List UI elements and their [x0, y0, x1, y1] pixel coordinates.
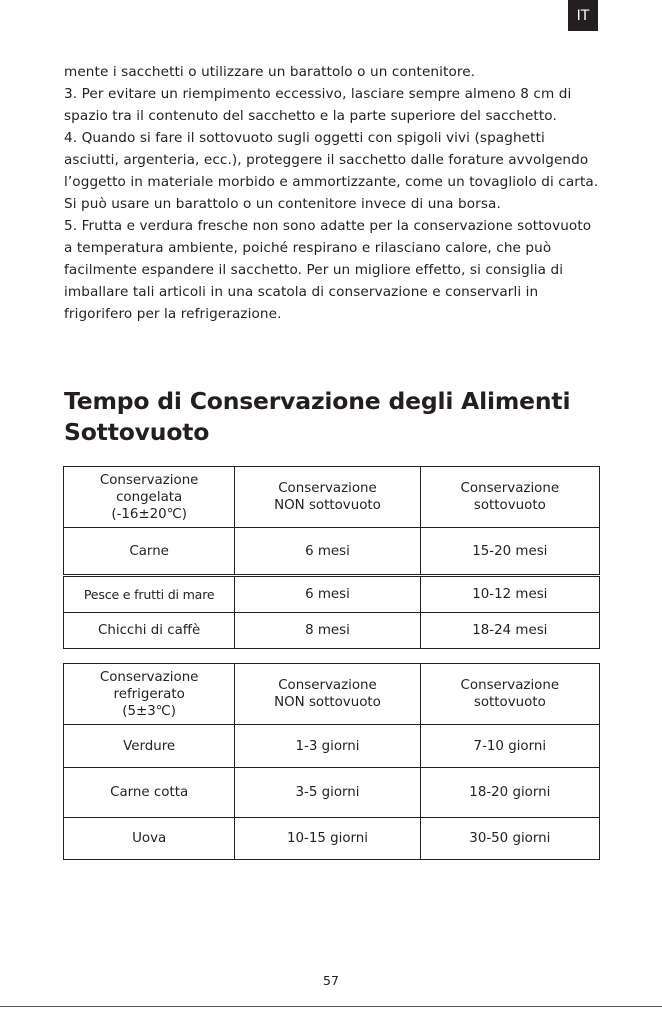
header-line: (5±3℃) — [122, 703, 177, 719]
table-row — [64, 818, 600, 860]
header-vacuum — [420, 467, 599, 528]
header-line: Conservazione — [460, 481, 560, 496]
header-fridge-storage — [64, 664, 235, 725]
header-non-vacuum — [235, 664, 420, 725]
header-line: Conservazione — [278, 481, 377, 496]
frozen-storage-table — [63, 466, 600, 575]
table-row — [64, 613, 600, 649]
food-cell: Uova — [64, 818, 235, 860]
table-row — [64, 577, 600, 613]
header-line: sottovuoto — [473, 498, 546, 513]
header-line: Conservazione — [278, 678, 377, 693]
body-text — [64, 61, 604, 325]
vacuum-cell: 18-20 giorni — [420, 768, 599, 818]
table-header-row — [64, 664, 600, 725]
frozen-storage-table-continued — [63, 576, 600, 649]
header-line: refrigerato — [113, 686, 185, 702]
vacuum-cell: 30-50 giorni — [420, 818, 599, 860]
header-line: NON sottovuoto — [274, 498, 381, 513]
header-frozen-storage — [64, 467, 235, 528]
non-vacuum-cell: 1-3 giorni — [235, 725, 420, 768]
table-row — [64, 528, 600, 575]
non-vacuum-cell: 6 mesi — [235, 528, 420, 575]
paragraph-step-4: 4. Quando si fare il sottovuoto sugli oggetti con spigoli vivi (spaghetti asciutti, argenteria, ecc.), proteggere il sacchetto dalle forature avvolgendo l’oggetto in materiale morbido e ammortizzante, come un tovagliolo di carta. Si può usare un barattolo o un contenitore invece di una borsa. — [64, 130, 599, 212]
food-cell: Verdure — [64, 725, 235, 768]
non-vacuum-cell: 8 mesi — [235, 613, 420, 649]
header-non-vacuum — [235, 467, 420, 528]
food-cell: Pesce e frutti di mare — [64, 577, 235, 613]
header-line: NON sottovuoto — [274, 695, 381, 710]
header-line: sottovuoto — [473, 695, 546, 710]
paragraph-continuation: mente i sacchetti o utilizzare un barattolo o un contenitore. — [64, 64, 476, 80]
non-vacuum-cell: 3-5 giorni — [235, 768, 420, 818]
header-line: Conservazione — [460, 678, 560, 693]
food-cell: Carne cotta — [64, 768, 235, 818]
language-badge: IT — [568, 0, 598, 31]
food-cell: Carne — [64, 528, 235, 575]
header-line: (-16±20℃) — [111, 506, 187, 522]
paragraph-step-3: 3. Per evitare un riempimento eccessivo, lasciare sempre almeno 8 cm di spazio tra il contenuto del sacchetto e la parte superiore del sacchetto. — [64, 86, 572, 124]
header-line: Conservazione — [99, 472, 199, 488]
header-line: congelata — [116, 489, 183, 505]
vacuum-cell: 18-24 mesi — [420, 613, 599, 649]
food-cell: Chicchi di caffè — [64, 613, 235, 649]
paragraph-step-5: 5. Frutta e verdura fresche non sono adatte per la conservazione sottovuoto a temperatura ambiente, poiché respirano e rilasciano calore, che può facilmente espandere il sacchetto. Per un migliore effetto, si consiglia di imballare tali articoli in una scatola di conservazione e conservarli in frigorifero per la refrigerazione. — [64, 218, 592, 322]
table-row — [64, 768, 600, 818]
table-row — [64, 725, 600, 768]
header-line: Conservazione — [99, 669, 199, 685]
page-number: 57 — [323, 973, 339, 988]
vacuum-cell: 10-12 mesi — [420, 577, 599, 613]
fridge-storage-table — [63, 663, 600, 860]
non-vacuum-cell: 6 mesi — [235, 577, 420, 613]
header-vacuum — [420, 664, 599, 725]
vacuum-cell: 15-20 mesi — [420, 528, 599, 575]
non-vacuum-cell: 10-15 giorni — [235, 818, 420, 860]
vacuum-cell: 7-10 giorni — [420, 725, 599, 768]
table-header-row — [64, 467, 600, 528]
section-heading: Tempo di Conservazione degli Alimenti Sottovuoto — [64, 387, 571, 446]
bottom-divider — [0, 1006, 662, 1007]
